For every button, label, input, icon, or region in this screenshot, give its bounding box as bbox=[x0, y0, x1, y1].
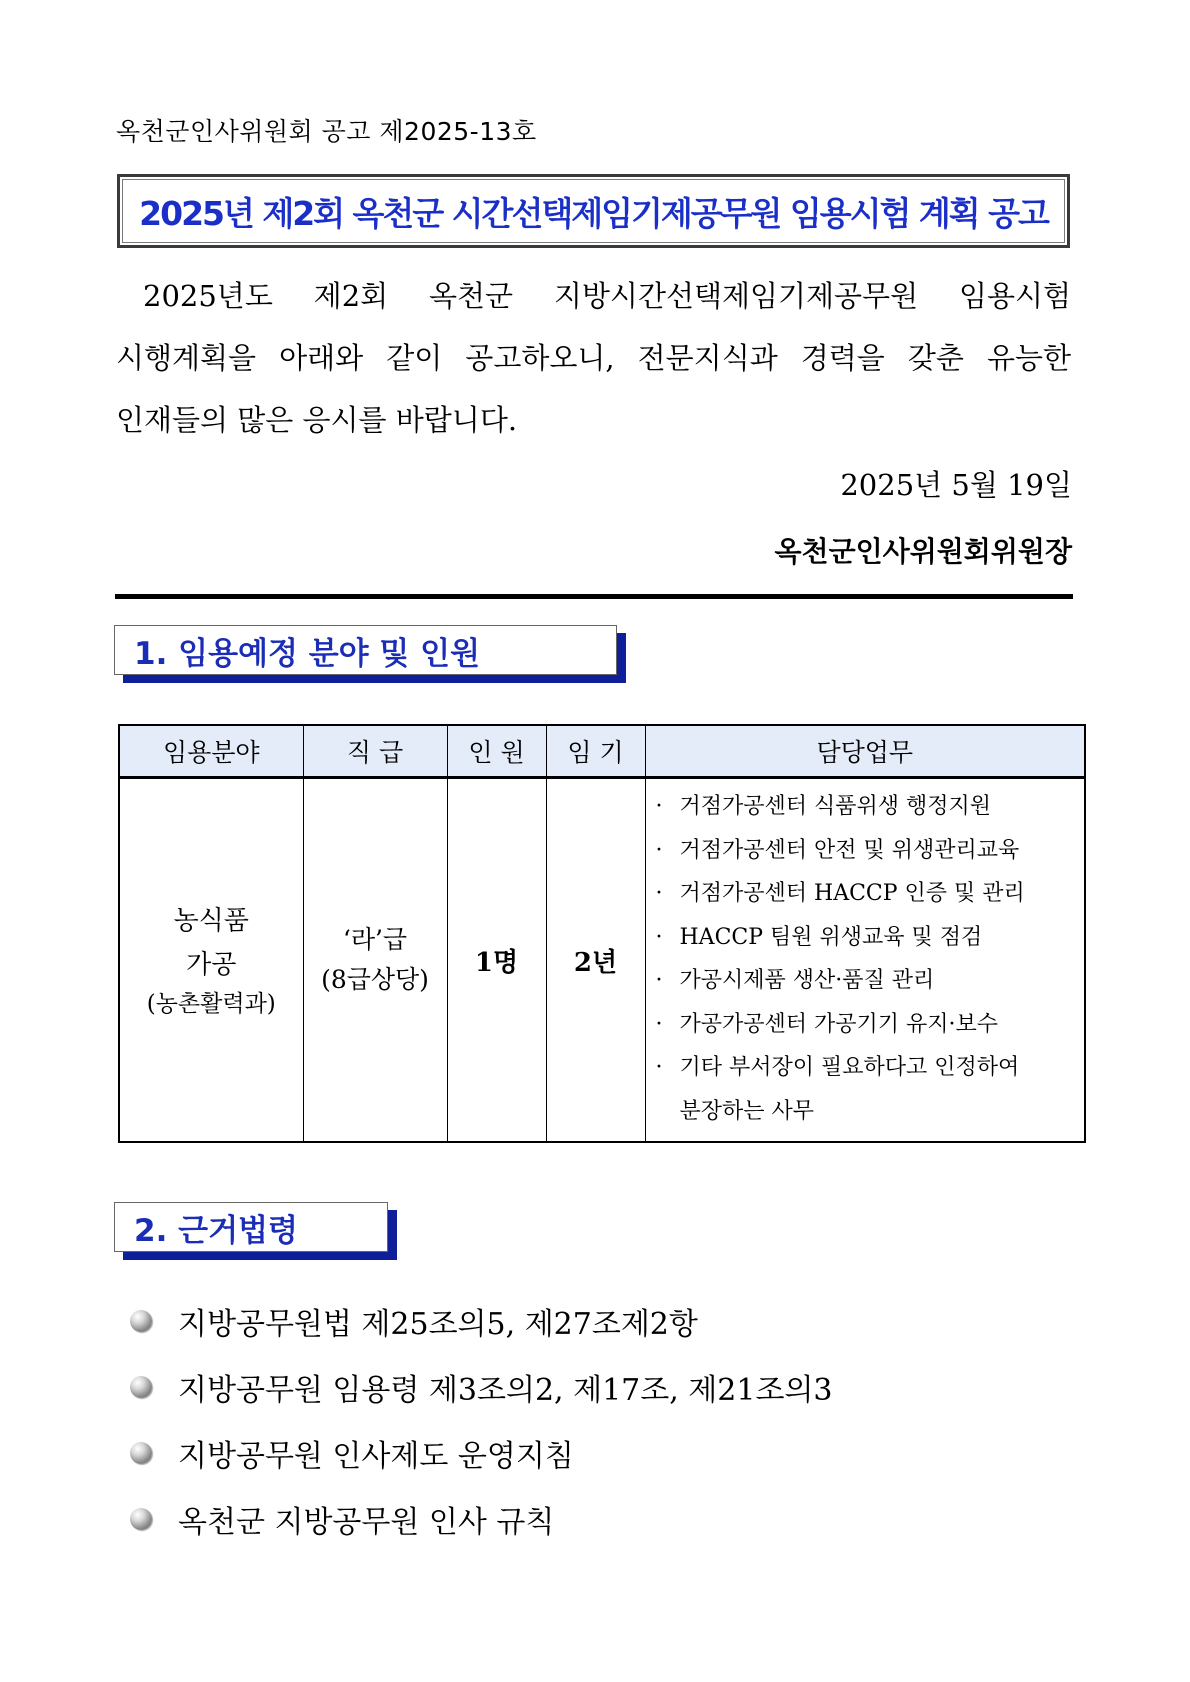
field-line-1: 농식품 bbox=[173, 906, 249, 936]
law-item bbox=[130, 1354, 833, 1420]
law-item bbox=[130, 1288, 833, 1354]
headcount-value: 1명 bbox=[474, 947, 519, 978]
duty-item: · 거점가공센터 식품위생 행정지원 bbox=[656, 785, 1085, 829]
cell-headcount bbox=[447, 778, 546, 1143]
duty-item-continuation: 분장하는 사무 bbox=[679, 1098, 815, 1124]
laws-list bbox=[130, 1288, 833, 1552]
recruitment-table bbox=[118, 724, 1086, 1143]
bullet-icon bbox=[130, 1310, 152, 1332]
law-text: 옥천군 지방공무원 인사 규칙 bbox=[178, 1505, 555, 1540]
cell-field bbox=[119, 778, 303, 1143]
intro-line-2: 시행계획을 아래와 같이 공고하오니, 전문지식과 경력을 갖춘 유능한 bbox=[116, 341, 1071, 375]
grade-line-2: (8급상당) bbox=[321, 965, 429, 994]
duty-item: · 거점가공센터 안전 및 위생관리교육 bbox=[656, 829, 1085, 873]
term-value: 2년 bbox=[573, 947, 618, 978]
header-field: 임용분야 bbox=[119, 725, 303, 778]
grade-line-1: ‘라’급 bbox=[342, 925, 408, 954]
title-box bbox=[117, 174, 1070, 248]
field-line-2: 가공 bbox=[186, 950, 237, 980]
duty-item: · 거점가공센터 HACCP 인증 및 관리 bbox=[656, 872, 1085, 916]
cell-duties bbox=[645, 778, 1085, 1143]
bullet-icon bbox=[130, 1376, 152, 1398]
header-headcount: 인 원 bbox=[447, 725, 546, 778]
header-grade: 직 급 bbox=[303, 725, 447, 778]
law-text: 지방공무원 임용령 제3조의2, 제17조, 제21조의3 bbox=[178, 1373, 833, 1408]
section-2-heading-text: 2. 근거법령 bbox=[134, 1212, 298, 1249]
cell-term bbox=[546, 778, 645, 1143]
notice-number: 옥천군인사위원회 공고 제2025-13호 bbox=[116, 117, 537, 146]
header-duties: 담당업무 bbox=[645, 725, 1085, 778]
table-header-row bbox=[119, 725, 1085, 778]
page-title: 2025년 제2회 옥천군 시간선택제임기제공무원 임용시험 계획 공고 bbox=[139, 193, 1048, 233]
duty-item: · HACCP 팀원 위생교육 및 점검 bbox=[656, 916, 1085, 960]
duty-item: · 가공시제품 생산·품질 관리 bbox=[656, 959, 1085, 1003]
section-1-heading-text: 1. 임용예정 분야 및 인원 bbox=[134, 635, 481, 672]
law-text: 지방공무원법 제25조의5, 제27조제2항 bbox=[178, 1307, 698, 1342]
divider bbox=[115, 594, 1073, 599]
header-term: 임 기 bbox=[546, 725, 645, 778]
notice-date: 2025년 5월 19일 bbox=[840, 468, 1072, 502]
intro-line-3: 인재들의 많은 응시를 바랍니다. bbox=[116, 403, 518, 437]
duty-item: · 가공가공센터 가공기기 유지·보수 bbox=[656, 1003, 1085, 1047]
signer: 옥천군인사위원회위원장 bbox=[774, 535, 1072, 568]
table-row bbox=[119, 778, 1085, 1143]
cell-grade bbox=[303, 778, 447, 1143]
law-item bbox=[130, 1420, 833, 1486]
section-1-heading bbox=[114, 625, 617, 675]
bullet-icon bbox=[130, 1508, 152, 1530]
law-text: 지방공무원 인사제도 운영지침 bbox=[178, 1439, 574, 1474]
duties-list bbox=[646, 779, 1085, 1133]
law-item bbox=[130, 1486, 833, 1552]
duty-item: · 기타 부서장이 필요하다고 인정하여 bbox=[656, 1046, 1085, 1090]
section-2-heading bbox=[114, 1202, 388, 1252]
intro-line-1: 2025년도 제2회 옥천군 지방시간선택제임기제공무원 임용시험 bbox=[143, 279, 1071, 313]
field-department: (농촌활력과) bbox=[146, 991, 276, 1017]
bullet-icon bbox=[130, 1442, 152, 1464]
